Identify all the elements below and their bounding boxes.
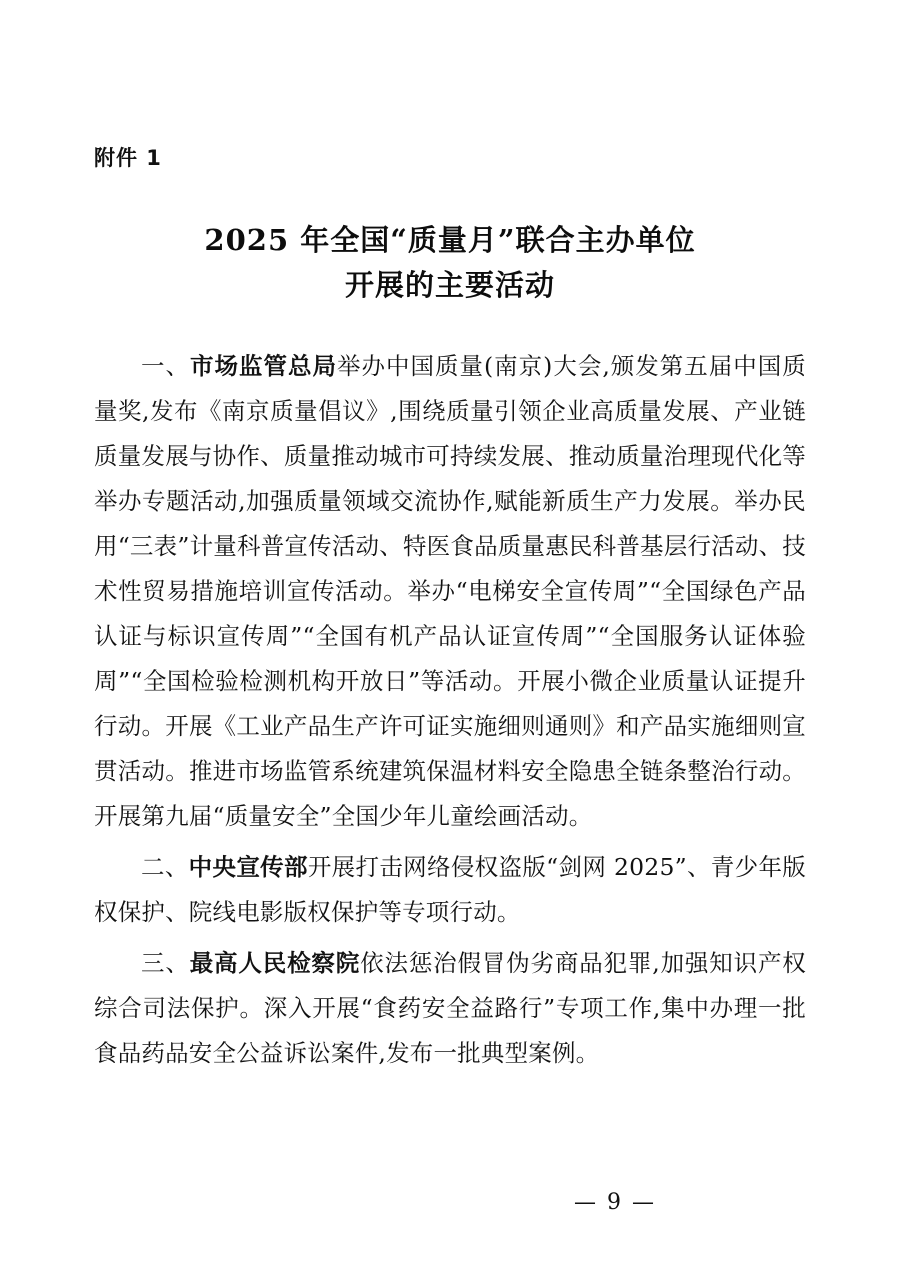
document-content [94, 0, 806, 1078]
paragraph-3-marker: 三、 [141, 948, 190, 977]
paragraph-1-text: 举办中国质量(南京)大会,颁发第五届中国质量奖,发布《南京质量倡议》,围绕质量引领企业高质量发展、产业链质量发展与协作、质量推动城市可持续发展、推动质量治理现代化等举办专题活动,加强质量领域交流协作,赋能新质生产力发展。举办民用“三表”计量科普宣传活动、特医食品质量惠民科普基层行活动、技术性贸易措施培训宣传活动。举办“电梯安全宣传周”“全国绿色产品认证与标识宣传周”“全国有机产品认证宣传周”“全国服务认证体验周”“全国检验检测机构开放日”等活动。开展小微企业质量认证提升行动。开展《工业产品生产许可证实施细则通则》和产品实施细则宣贯活动。推进市场监管系统建筑保温材料安全隐患全链条整治行动。开展第九届“质量安全”全国少年儿童绘画活动。 [94, 351, 806, 830]
paragraph-1-organization: 市场监管总局 [190, 351, 337, 380]
document-body [94, 344, 806, 1076]
paragraph-3-text: 依法惩治假冒伪劣商品犯罪,加强知识产权综合司法保护。深入开展“食药安全益路行”专项工作,集中办理一批食品药品安全公益诉讼案件,发布一批典型案例。 [94, 948, 806, 1067]
page-title [94, 218, 806, 308]
paragraph-1 [94, 344, 806, 839]
page-title-line-1: 2025 年全国“质量月”联合主办单位 [204, 223, 696, 257]
paragraph-2 [94, 845, 806, 935]
page-title-line-2: 开展的主要活动 [344, 267, 555, 302]
paragraph-3 [94, 941, 806, 1076]
attachment-label: 附件 1 [94, 146, 162, 170]
page-number: — 9 — [574, 1190, 656, 1215]
paragraph-2-text: 开展打击网络侵权盗版“剑网 2025”、青少年版权保护、院线电影版权保护等专项行动。 [94, 852, 806, 926]
paragraph-3-organization: 最高人民检察院 [189, 948, 361, 977]
paragraph-2-organization: 中央宣传部 [188, 852, 308, 881]
paragraph-1-marker: 一、 [141, 351, 190, 380]
paragraph-2-marker: 二、 [141, 852, 189, 881]
